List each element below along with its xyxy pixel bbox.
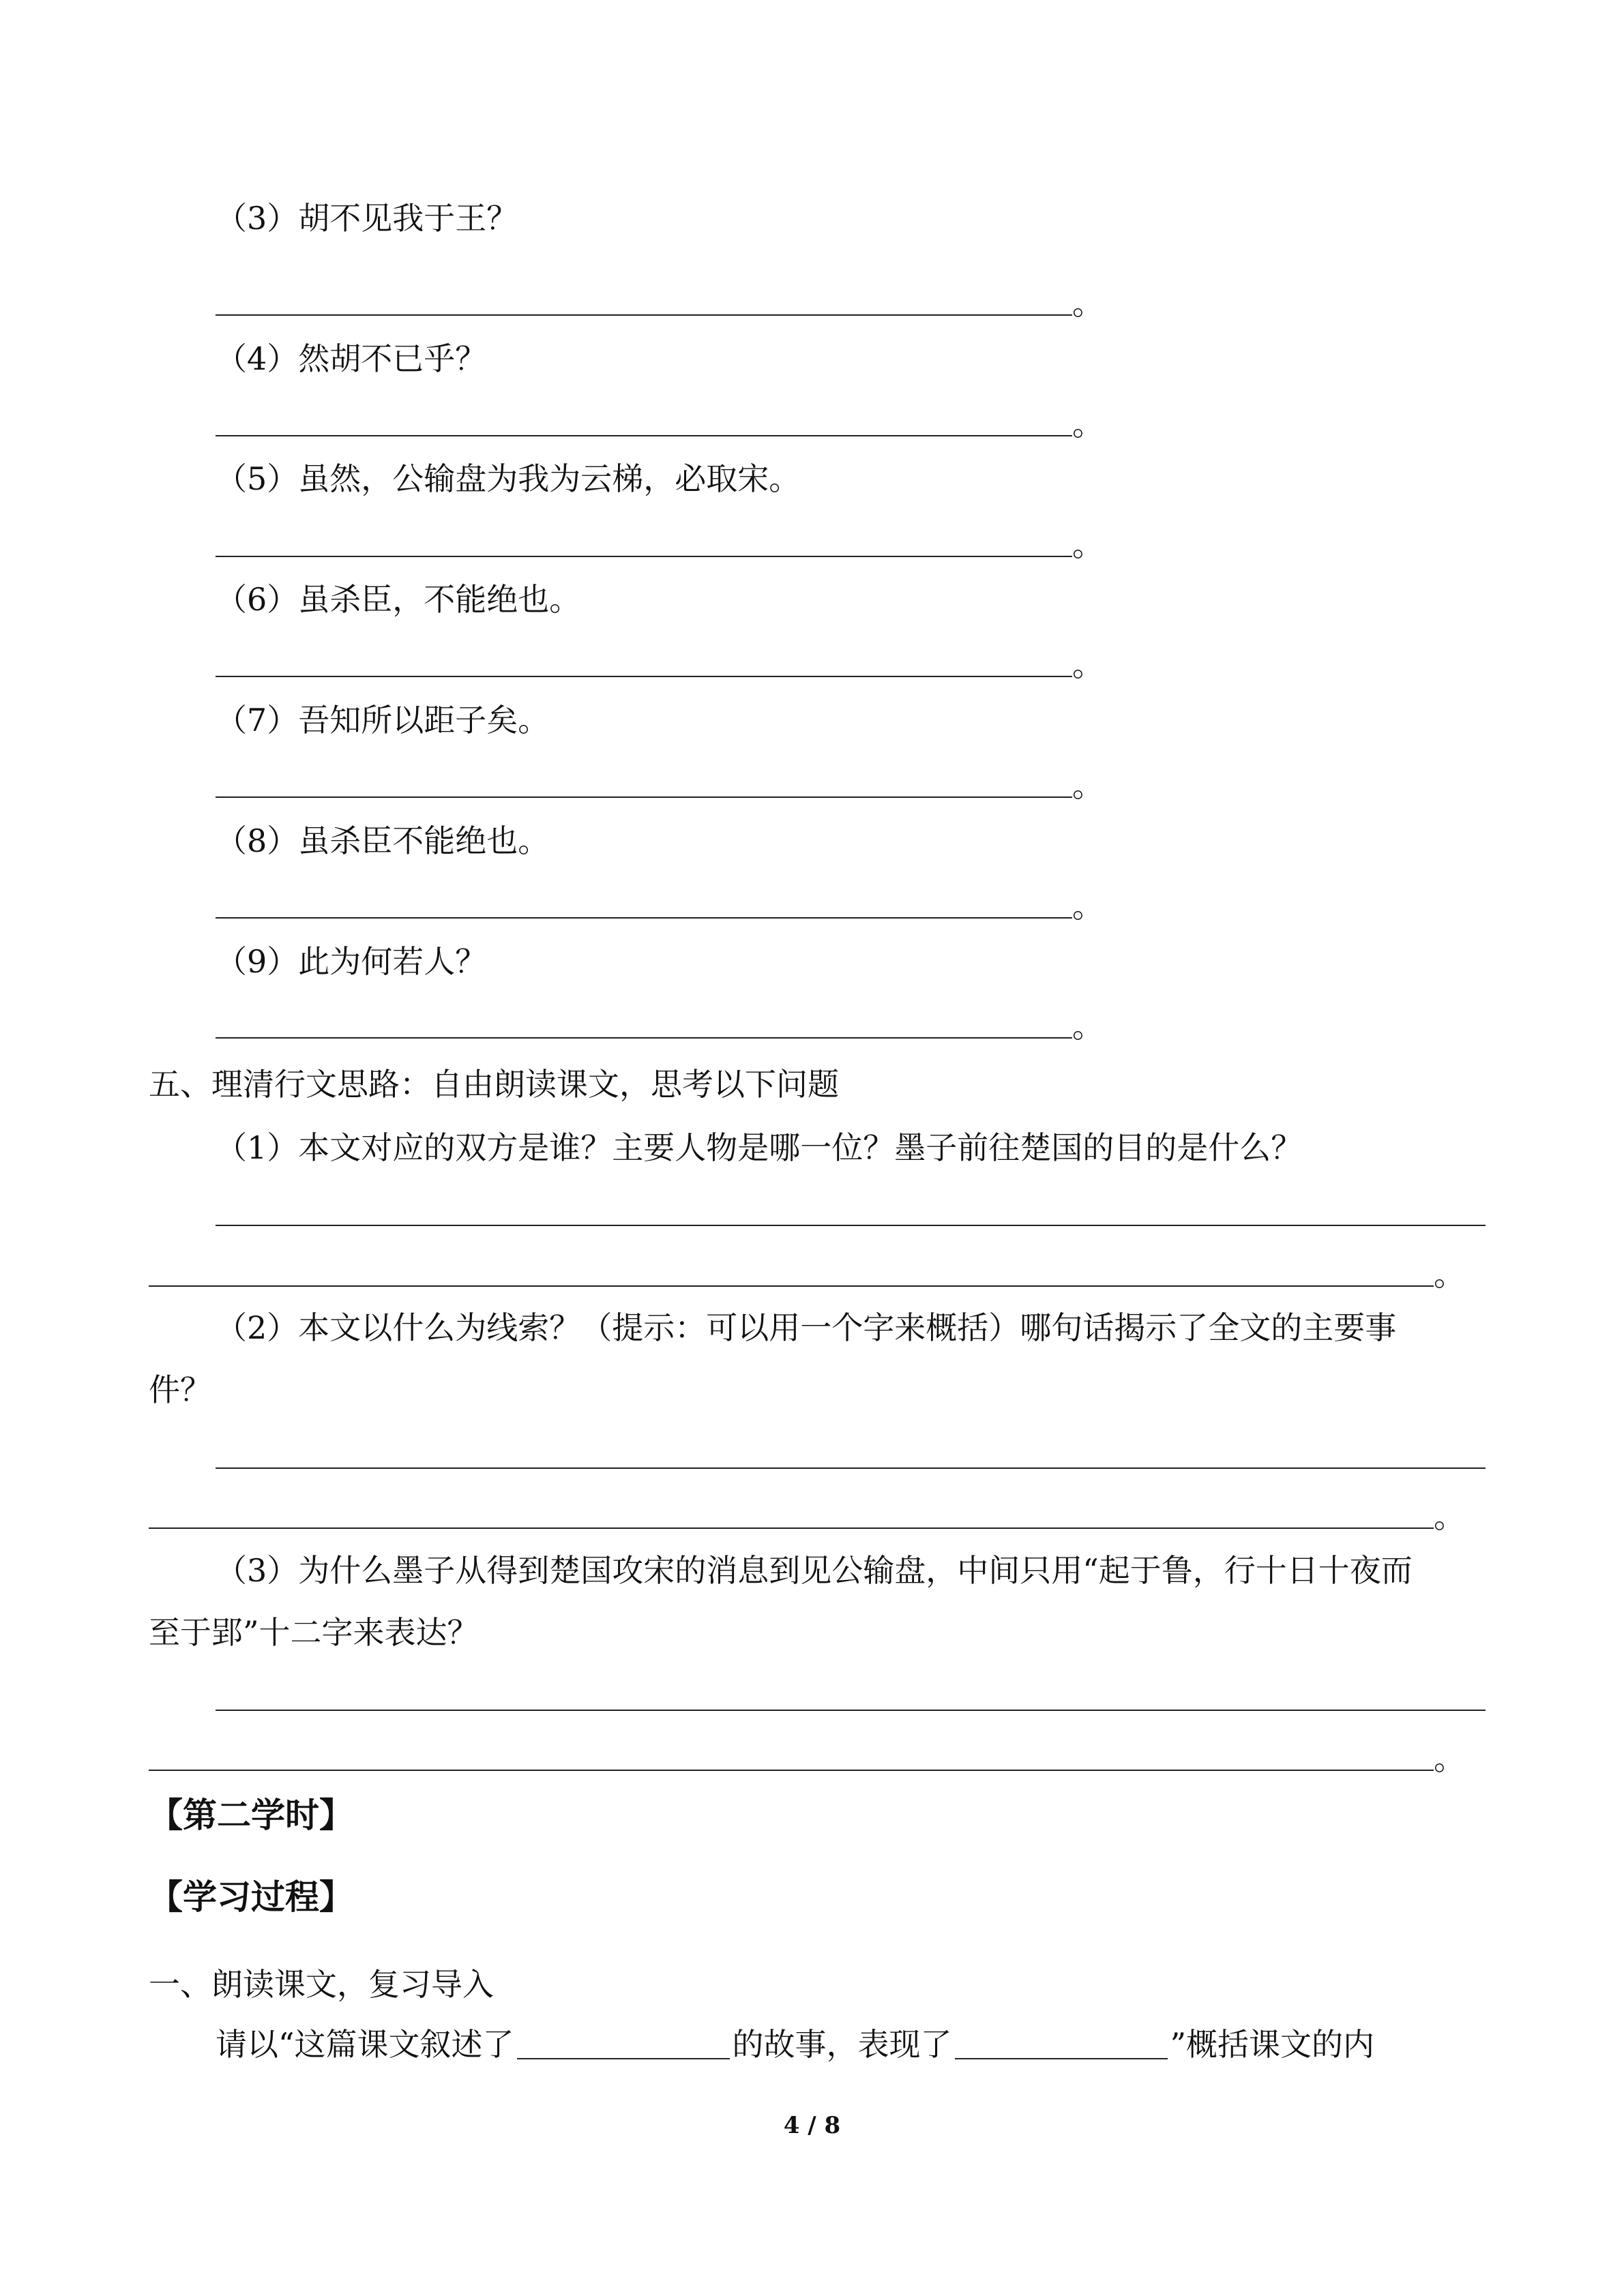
- answer-line[interactable]: [216, 796, 1072, 798]
- answer-line[interactable]: [216, 556, 1072, 557]
- question-item: （5）虽然，公输盘为我为云梯，必取宋。: [216, 460, 801, 497]
- answer-line[interactable]: [216, 1225, 1486, 1226]
- answer-line[interactable]: [216, 1710, 1486, 1711]
- answer-line[interactable]: [216, 1037, 1072, 1039]
- prompt-text-b: 的故事，表现了: [732, 2026, 952, 2063]
- section-heading: 一、朗读课文，复习导入: [149, 1966, 494, 2003]
- period-mark: 。: [1072, 767, 1104, 804]
- period-mark: 。: [1072, 1008, 1104, 1045]
- fill-in-prompt: [216, 2024, 1374, 2065]
- period-mark: 。: [1072, 526, 1104, 563]
- question-item: （6）虽杀臣，不能绝也。: [216, 581, 581, 618]
- period-mark: 。: [1434, 1256, 1465, 1293]
- period-mark: 。: [1072, 646, 1104, 683]
- prompt-text-c: ”概括课文的内: [1170, 2026, 1375, 2063]
- answer-line[interactable]: [149, 1527, 1434, 1529]
- period-mark: 。: [1434, 1498, 1465, 1535]
- answer-line[interactable]: [216, 314, 1072, 316]
- answer-line[interactable]: [216, 917, 1072, 919]
- question-item-cont: 件？: [149, 1371, 211, 1408]
- blank-field[interactable]: [517, 2031, 730, 2059]
- section-heading: 五、理清行文思路：自由朗读课文，思考以下问题: [149, 1066, 839, 1103]
- question-item: （3）为什么墨子从得到楚国攻宋的消息到见公输盘，中间只用“起于鲁，行十日十夜而: [216, 1552, 1413, 1589]
- answer-line[interactable]: [216, 435, 1072, 436]
- period-mark: 。: [1072, 888, 1104, 925]
- page-number: 4 / 8: [783, 2112, 841, 2139]
- lesson-title: 【第二学时】: [149, 1795, 353, 1835]
- question-item: （1）本文对应的双方是谁？主要人物是哪一位？墨子前往楚国的目的是什么？: [216, 1129, 1303, 1166]
- prompt-text-a: 请以“这篇课文叙述了: [216, 2026, 514, 2063]
- question-item-cont: 至于郢”十二字来表达？: [149, 1614, 479, 1651]
- period-mark: 。: [1434, 1740, 1465, 1777]
- period-mark: 。: [1072, 406, 1104, 443]
- question-item: （7）吾知所以距子矣。: [216, 702, 550, 739]
- answer-line[interactable]: [149, 1285, 1434, 1287]
- answer-line[interactable]: [216, 676, 1072, 677]
- question-item: （3）胡不见我于王？: [216, 200, 518, 237]
- question-item: （9）此为何若人？: [216, 943, 487, 980]
- answer-line[interactable]: [216, 1467, 1486, 1469]
- question-item: （4）然胡不已乎？: [216, 340, 487, 377]
- period-mark: 。: [1072, 285, 1104, 322]
- question-item: （2）本文以什么为线索？（提示：可以用一个字来概括）哪句话揭示了全文的主要事: [216, 1309, 1397, 1346]
- blank-field[interactable]: [955, 2031, 1168, 2059]
- question-item: （8）虽杀臣不能绝也。: [216, 822, 550, 859]
- process-title: 【学习过程】: [149, 1877, 353, 1917]
- answer-line[interactable]: [149, 1770, 1434, 1771]
